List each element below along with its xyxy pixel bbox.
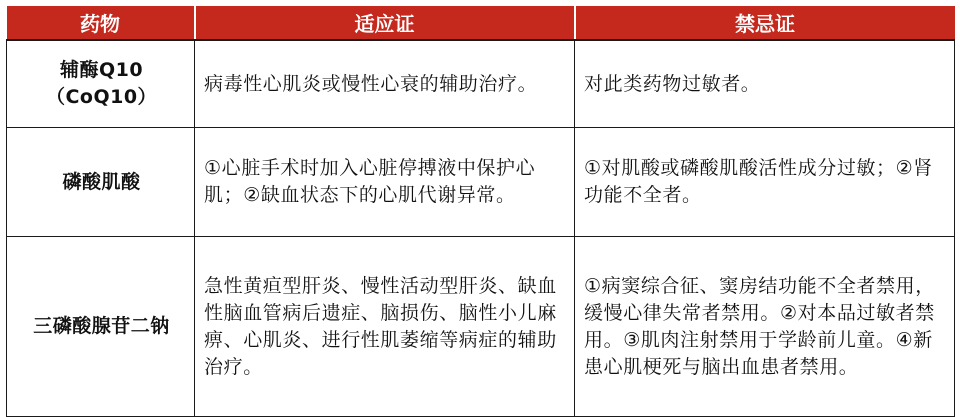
drug-name: 辅酶Q10 (59, 59, 144, 81)
contraindications-cell: ①对肌酸或磷酸肌酸活性成分过敏；②肾功能不全者。 (575, 128, 955, 237)
drug-name-cell (7, 40, 195, 128)
contraindications-cell: ①病窦综合征、窦房结功能不全者禁用，缓慢心律失常者禁用。②对本品过敏者禁用。③肌肉注射禁用于学龄前儿童。④新患心肌梗死与脑出血患者禁用。 (575, 237, 955, 417)
indications-cell: ①心脏手术时加入心脏停搏液中保护心肌；②缺血状态下的心肌代谢异常。 (195, 128, 575, 237)
indications-cell: 急性黄疸型肝炎、慢性活动型肝炎、缺血性脑血管病后遗症、脑损伤、脑性小儿麻痹、心肌炎、进行性肌萎缩等病症的辅助治疗。 (195, 237, 575, 417)
header-row (7, 6, 955, 40)
indications-cell: 病毒性心肌炎或慢性心衰的辅助治疗。 (195, 40, 575, 128)
table-header (7, 6, 955, 40)
table-row (7, 128, 955, 237)
drug-name-cell (7, 237, 195, 417)
table-row (7, 40, 955, 128)
drug-name: 三磷酸腺苷二钠 (33, 315, 170, 337)
drug-abbreviation: （CoQ10） (45, 86, 158, 108)
drug-name-cell (7, 128, 195, 237)
drug-table (6, 6, 955, 417)
header-contraindications: 禁忌证 (575, 6, 955, 40)
table-row (7, 237, 955, 417)
drug-name: 磷酸肌酸 (62, 170, 141, 193)
contraindications-cell: 对此类药物过敏者。 (575, 40, 955, 128)
header-drug: 药物 (7, 6, 195, 40)
table-body (7, 40, 955, 417)
header-indications: 适应证 (195, 6, 575, 40)
